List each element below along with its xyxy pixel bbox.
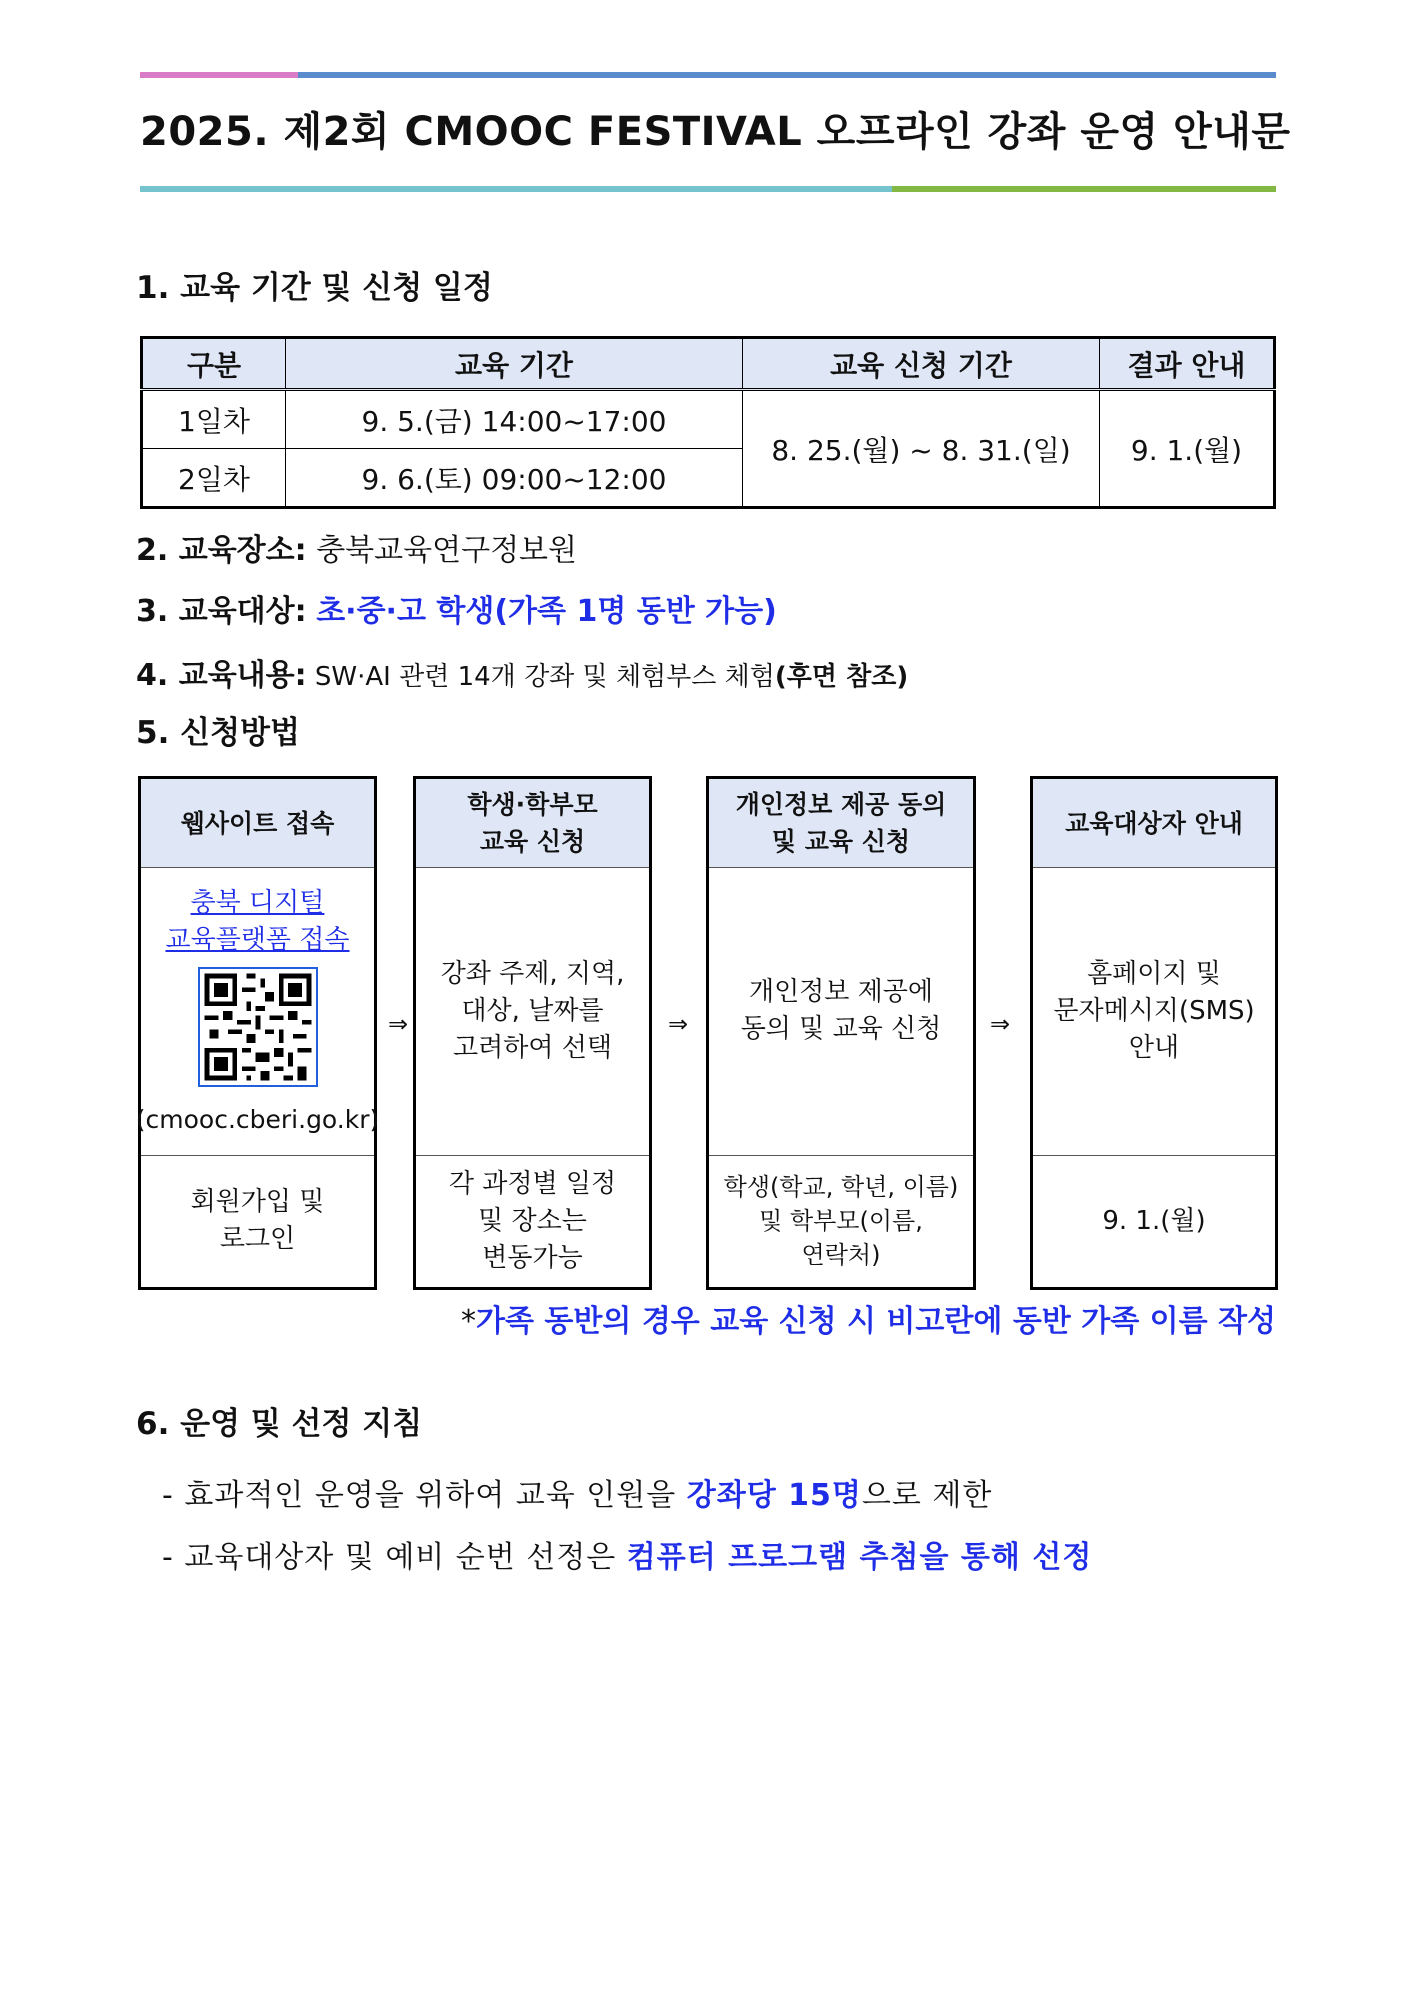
col-header-result: 결과 안내 [1100,338,1275,390]
col-header-apply-period: 교육 신청 기간 [743,338,1100,390]
step-header: 교육대상자 안내 [1033,779,1275,868]
row-period: 9. 6.(토) 09:00~12:00 [286,449,743,508]
section6-heading: 6. 운영 및 선정 지침 [136,1406,423,1442]
bottom-bar-teal [140,186,892,192]
arrow-icon: ⇒ [668,1010,689,1038]
section5-heading: 5. 신청방법 [136,715,300,751]
step-body: 개인정보 제공에 동의 및 교육 신청 [709,867,973,1156]
section4-line [136,650,908,694]
bottom-bar-green [892,186,1276,192]
document-title: 2025. 제2회 CMOOC FESTIVAL 오프라인 강좌 운영 안내문 [140,109,1291,155]
section2-value: 충북교육연구정보원 [316,533,578,568]
schedule-header-row [142,338,1275,390]
step-header: 웹사이트 접속 [141,779,374,868]
step-footer: 회원가입 및 로그인 [190,1187,325,1254]
step-header: 학생·학부모 교육 신청 [416,779,649,868]
step-body [135,867,380,1156]
row-label: 1일차 [142,390,286,449]
section3-label: 3. 교육대상: [136,594,307,629]
section4-paren-close: ) [896,662,909,692]
section4-label: 4. 교육내용: [136,658,307,693]
bullet-capacity: - 효과적인 운영을 위하여 교육 인원을 강좌당 15명으로 제한 [162,1478,993,1513]
apply-period-cell: 8. 25.(월) ~ 8. 31.(일) [743,390,1100,508]
top-bar-pink [140,72,298,78]
top-bar-blue [298,72,1276,78]
step-header: 개인정보 제공 동의 및 교육 신청 [709,779,973,868]
section4-ref: 후면 참조 [786,662,897,692]
table-row [142,390,1275,449]
section4-paren-open: ( [774,662,787,692]
section3-value: 초·중·고 학생(가족 1명 동반 가능) [316,594,777,629]
note-text: 가족 동반의 경우 교육 신청 시 비고란에 동반 가족 이름 작성 [476,1304,1276,1339]
section1-heading: 1. 교육 기간 및 신청 일정 [136,270,493,306]
col-header-period: 교육 기간 [286,338,743,390]
col-header-category: 구분 [142,338,286,390]
bullet-selection: - 교육대상자 및 예비 순번 선정은 컴퓨터 프로그램 추첨을 통해 선정 [162,1540,1093,1575]
section3-line [136,586,777,630]
step-footer: 9. 1.(월) [1102,1205,1206,1236]
schedule-table [140,336,1276,509]
result-cell: 9. 1.(월) [1100,390,1275,508]
step-body: 강좌 주제, 지역, 대상, 날짜를 고려하여 선택 [416,867,649,1156]
note-star: * [461,1304,477,1339]
qr-code-icon[interactable] [198,967,318,1087]
arrow-icon: ⇒ [990,1010,1011,1038]
arrow-icon: ⇒ [388,1010,409,1038]
section4-value: SW·AI 관련 14개 강좌 및 체험부스 체험 [314,662,775,692]
step-website-access [135,776,380,1290]
row-label: 2일차 [142,449,286,508]
step-footer: 학생(학교, 학년, 이름) 및 학부모(이름, 연락처) [723,1173,959,1269]
row-period: 9. 5.(금) 14:00~17:00 [286,390,743,449]
website-url: (cmooc.cberi.go.kr) [135,1104,380,1134]
family-note [461,1296,1276,1340]
step-body: 홈페이지 및 문자메시지(SMS) 안내 [1033,867,1275,1156]
section2-label: 2. 교육장소: [136,533,307,568]
step-privacy-consent [706,776,976,1290]
step-recipient-notice [1030,776,1278,1290]
step-footer: 각 과정별 일정 및 장소는 변동가능 [448,1168,617,1273]
step-student-parent-apply [413,776,652,1290]
section2-line [136,525,577,569]
digital-platform-link[interactable]: 충북 디지털 교육플랫폼 접속 [165,887,350,955]
